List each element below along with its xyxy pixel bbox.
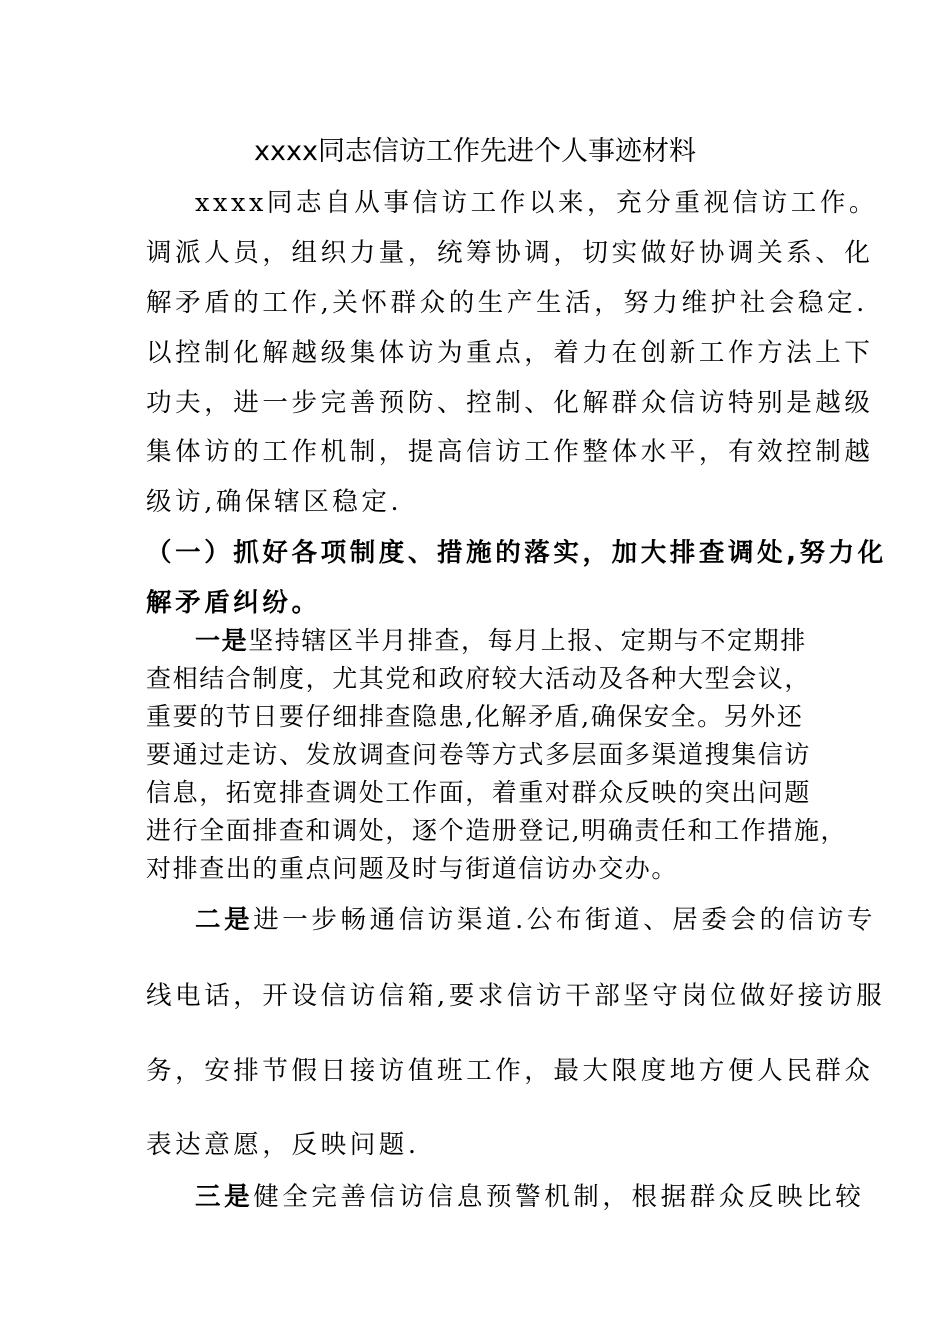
item1-line-5: 信息，拓宽排查调处工作面，着重对群众反映的突出问题 bbox=[146, 778, 812, 807]
intro-line-5: 功夫，进一步完善预防、控制、化解群众信访特别是越级 bbox=[146, 388, 874, 418]
item1-line-3: 重要的节日要仔细排查隐患,化解矛盾,确保安全。另外还 bbox=[146, 702, 804, 731]
section-heading-line-1: （一）抓好各项制度、措施的落实，加大排查调处,努力化 bbox=[146, 538, 887, 568]
item2-line-4: 表达意愿，反映问题. bbox=[146, 1130, 420, 1160]
item1-text: 坚持辖区半月排查，每月上报、定期与不定期排 bbox=[248, 626, 807, 655]
item3-label: 三是 bbox=[195, 1182, 254, 1212]
item3-line-1 bbox=[195, 1177, 864, 1213]
item1-line-4: 要通过走访、发放调查问卷等方式多层面多渠道搜集信访 bbox=[146, 740, 812, 769]
intro-line-7: 级访,确保辖区稳定. bbox=[146, 487, 403, 517]
document-title: xxxx同志信访工作先进个人事迹材料 bbox=[254, 136, 696, 167]
item1-line-7: 对排查出的重点问题及时与街道信访办交办。 bbox=[146, 854, 679, 883]
item2-line-2: 线电话，开设信访信箱,要求信访干部坚守岗位做好接访服 bbox=[146, 981, 886, 1011]
item1-label: 一是 bbox=[195, 626, 249, 655]
item2-label: 二是 bbox=[195, 905, 254, 935]
item2-line-3: 务，安排节假日接访值班工作，最大限度地方便人民群众 bbox=[146, 1056, 874, 1086]
intro-line-1: xxxx同志自从事信访工作以来，充分重视信访工作。 bbox=[195, 188, 879, 218]
item2-text: 进一步畅通信访渠道.公布街道、居委会的信访专 bbox=[253, 905, 877, 935]
item1-line-1 bbox=[195, 621, 807, 657]
intro-line-4: 以控制化解越级集体访为重点，着力在创新工作方法上下 bbox=[146, 338, 874, 368]
intro-line-2: 调派人员，组织力量，统筹协调，切实做好协调关系、化 bbox=[146, 238, 874, 268]
item2-line-1 bbox=[195, 900, 876, 936]
item3-text: 健全完善信访信息预警机制，根据群众反映比较 bbox=[253, 1182, 865, 1212]
item1-line-2: 查相结合制度，尤其党和政府较大活动及各种大型会议， bbox=[146, 664, 812, 693]
intro-line-3: 解矛盾的工作,关怀群众的生产生活，努力维护社会稳定. bbox=[146, 288, 868, 318]
item1-line-6: 进行全面排查和调处，逐个造册登记,明确责任和工作措施， bbox=[146, 816, 848, 845]
intro-line-6: 集体访的工作机制，提高信访工作整体水平，有效控制越 bbox=[146, 437, 874, 467]
section-heading-line-2: 解矛盾纠纷。 bbox=[146, 588, 321, 618]
